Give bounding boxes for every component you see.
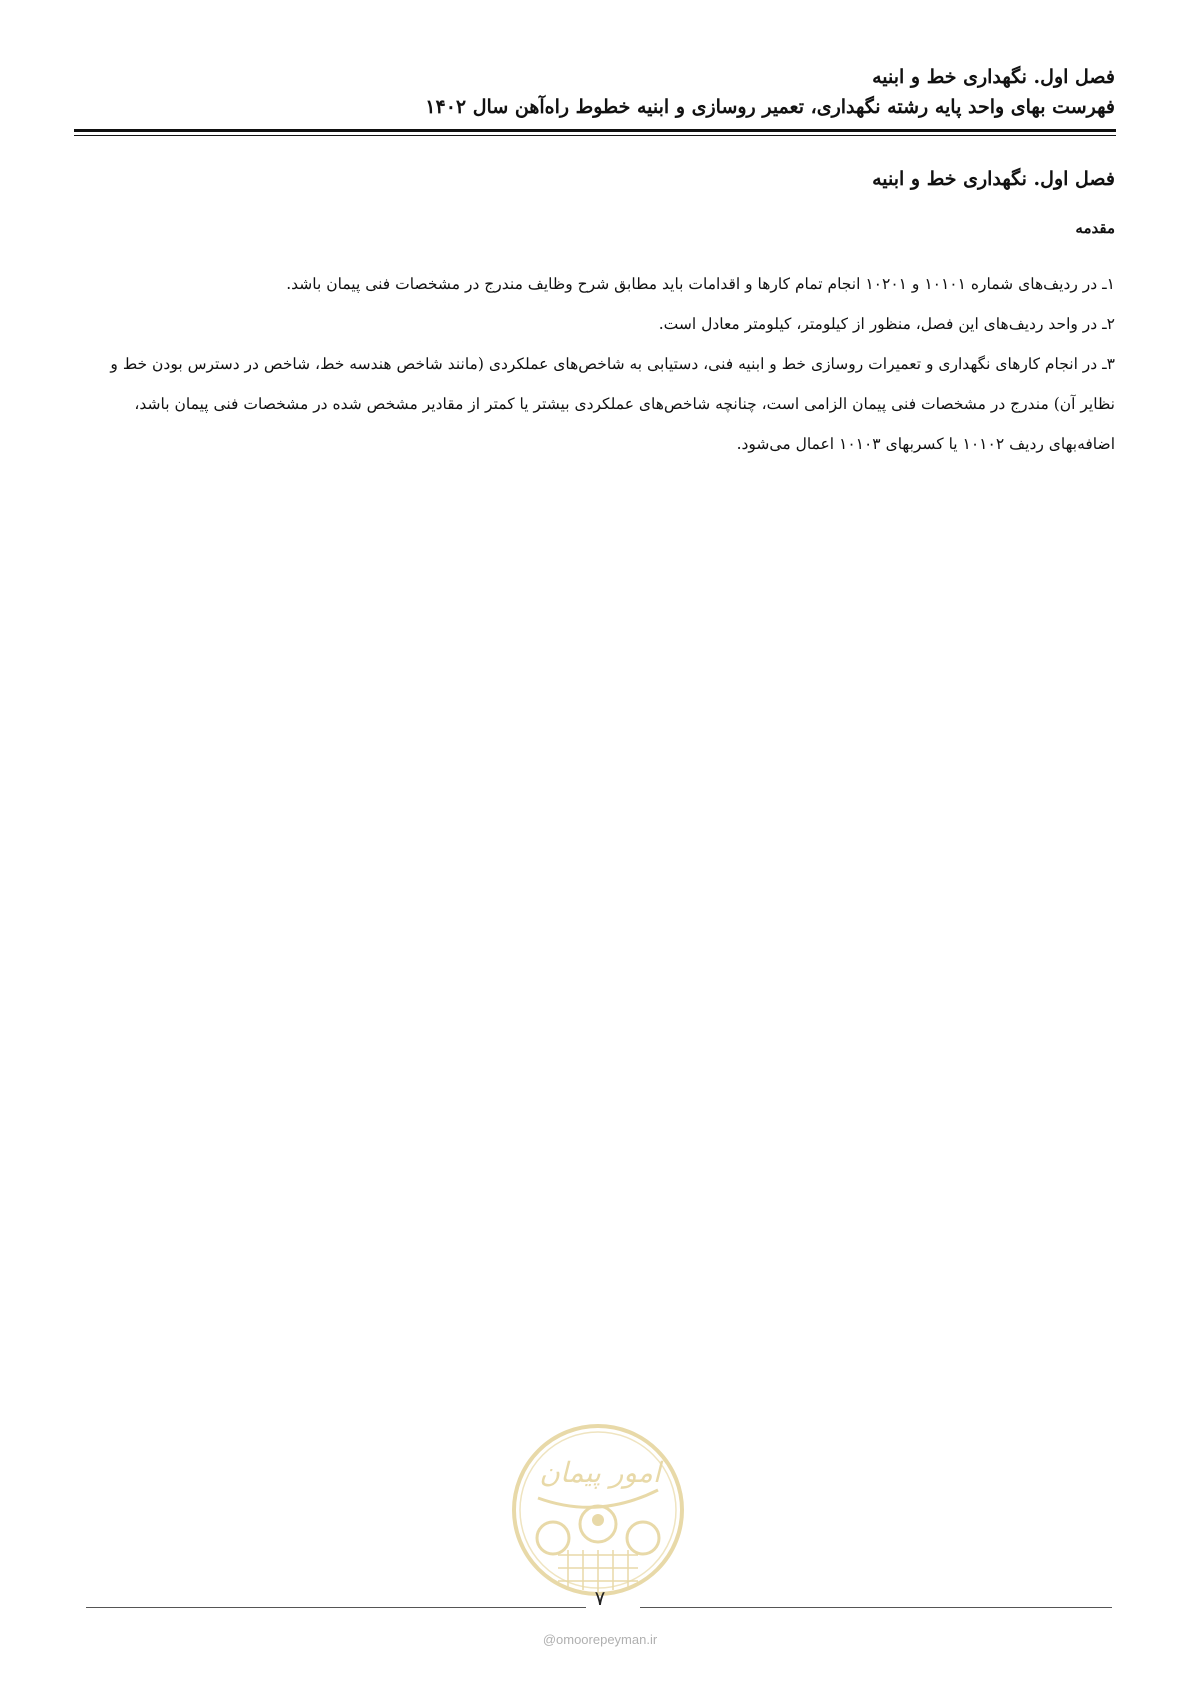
page-number: ۷ xyxy=(594,1586,606,1610)
paragraph-list xyxy=(75,264,1115,464)
header-double-rule xyxy=(74,129,1116,136)
omoorepeyman-logo-icon xyxy=(508,1420,688,1600)
page-header xyxy=(75,62,1115,122)
watermark-logo-svg xyxy=(508,1420,688,1600)
site-watermark: @omoorepeyman.ir xyxy=(542,1632,658,1647)
paragraph-1: ۱ـ در ردیف‌های شماره ۱۰۱۰۱ و ۱۰۲۰۱ انجام تمام کارها و اقدامات باید مطابق شرح وظایف مندرج در مشخصات فنی پیمان باشد. xyxy=(286,275,1115,293)
section-title: فصل اول. نگهداری خط و ابنیه xyxy=(872,168,1115,190)
watermark-text: امور پیمان xyxy=(539,1456,661,1489)
page-content xyxy=(75,164,1115,464)
intro-heading: مقدمه xyxy=(1075,219,1115,237)
header-title: فهرست بهای واحد پایه رشته نگهداری، تعمیر روسازی و ابنیه خطوط راه‌آهن سال ۱۴۰۲ xyxy=(425,96,1115,118)
footer-rule-left xyxy=(86,1607,586,1608)
paragraph-2: ۲ـ در واحد ردیف‌های این فصل، منظور از کیلومتر، کیلومتر معادل است. xyxy=(658,315,1115,333)
paragraph-3: ۳ـ در انجام کارهای نگهداری و تعمیرات روسازی خط و ابنیه فنی، دستیابی به شاخص‌های عملکردی (مانند شاخص هندسه خط، شاخص در دسترس بودن خط و نظایر آن) مندرج در مشخصات فنی پیمان الزامی است، چنانچه شاخص‌های عملکردی بیشتر یا کمتر از مقادیر مشخص شده در مشخصات فنی پیمان باشد، اضافه‌بهای ردیف ۱۰۱۰۲ یا کسربهای ۱۰۱۰۳ اعمال می‌شود. xyxy=(110,355,1115,453)
header-chapter: فصل اول. نگهداری خط و ابنیه xyxy=(872,66,1115,88)
footer-rule-right xyxy=(640,1607,1112,1608)
